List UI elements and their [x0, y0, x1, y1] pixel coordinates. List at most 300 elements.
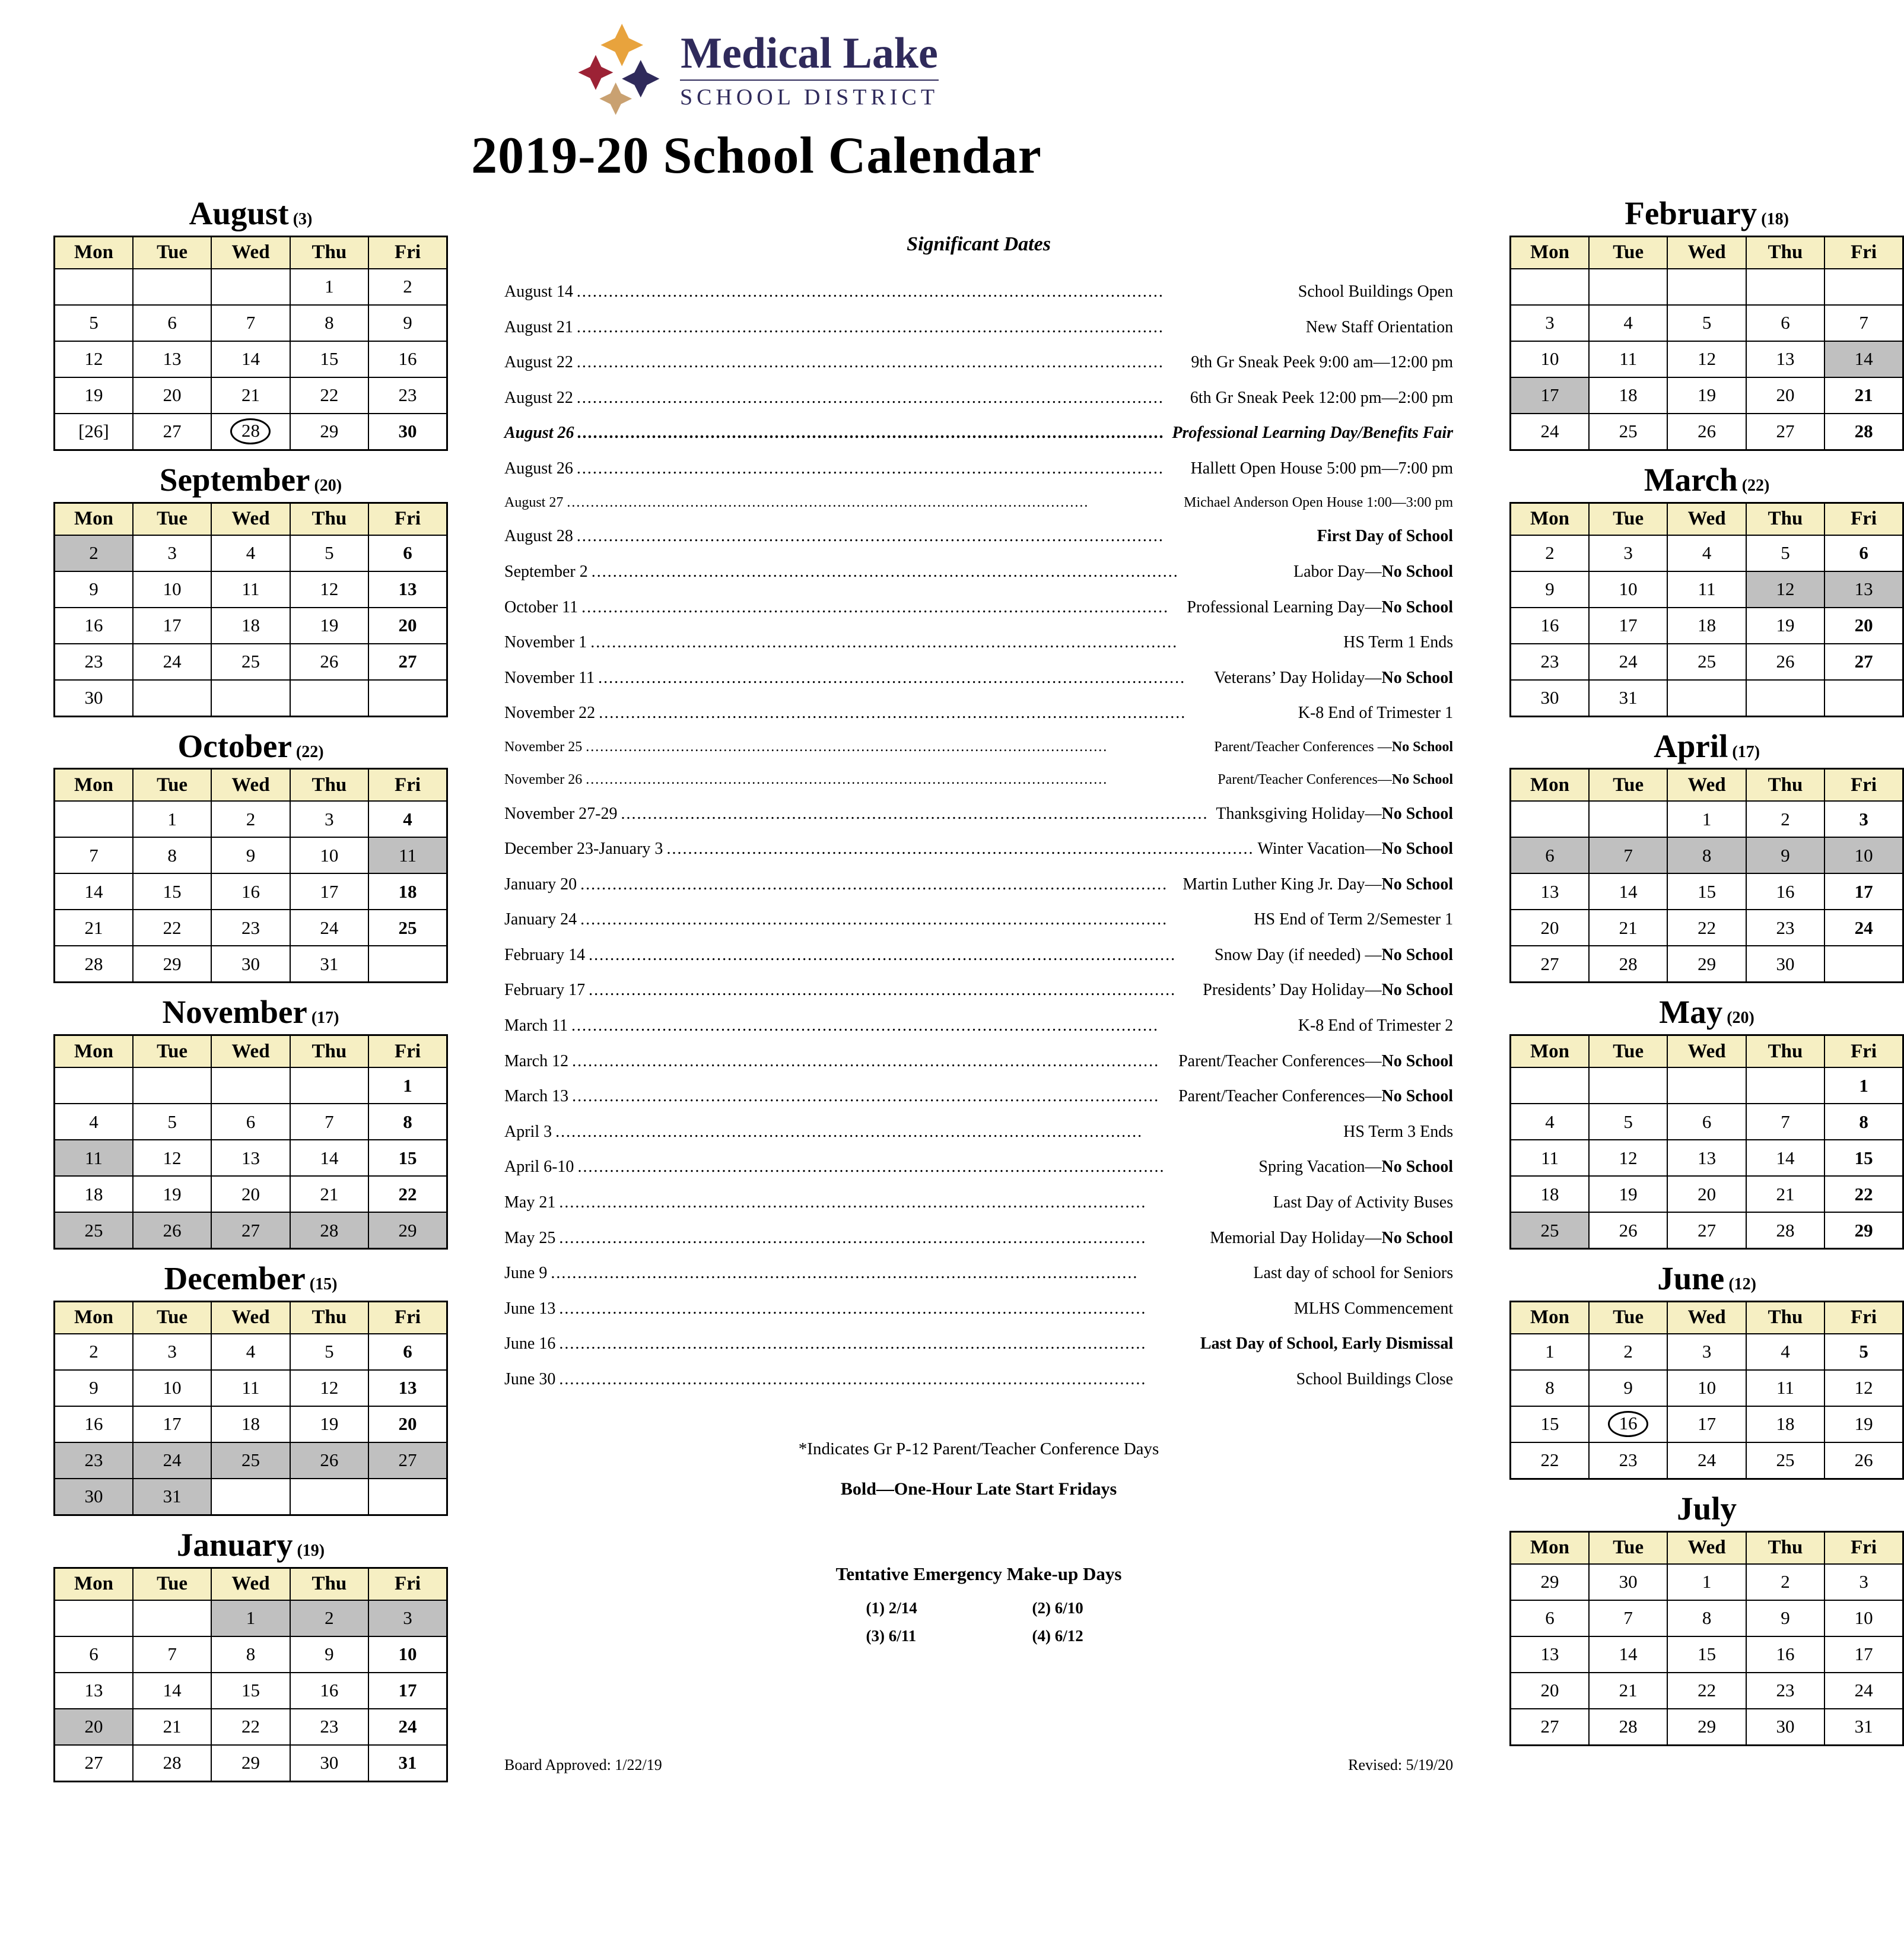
day-cell: 1 — [368, 1067, 447, 1104]
month-title — [53, 1261, 448, 1296]
month-name: June — [1657, 1260, 1725, 1296]
week-row — [55, 873, 447, 910]
day-cell — [290, 1479, 368, 1515]
weekday-header: Mon — [1511, 236, 1589, 269]
week-row — [1511, 341, 1903, 377]
week-row — [1511, 1370, 1903, 1406]
week-row — [1511, 608, 1903, 644]
week-row — [55, 1442, 447, 1479]
day-cell: 18 — [55, 1176, 133, 1212]
dotted-leader — [621, 804, 1213, 824]
day-cell: 17 — [133, 608, 211, 644]
day-cell: 13 — [368, 1370, 447, 1406]
day-cell: 19 — [1589, 1176, 1667, 1212]
dotted-leader — [577, 526, 1314, 546]
week-row — [55, 1406, 447, 1442]
day-cell: 18 — [368, 873, 447, 910]
day-cell: 28 — [1746, 1212, 1824, 1249]
significant-date-label: June 16 — [504, 1334, 556, 1353]
day-cell: 17 — [1824, 873, 1903, 910]
day-cell: 12 — [1667, 341, 1746, 377]
day-cell: 10 — [133, 1370, 211, 1406]
month-title — [53, 196, 448, 231]
significant-date-row — [504, 282, 1453, 302]
day-cell: 5 — [1667, 305, 1746, 341]
day-cell — [1511, 1067, 1589, 1104]
dotted-leader — [577, 459, 1187, 479]
day-cell: 9 — [1511, 571, 1589, 608]
makeup-day-item: (3) 6/11 — [866, 1626, 917, 1645]
day-cell: 29 — [1824, 1212, 1903, 1249]
day-cell — [1511, 269, 1589, 305]
day-cell: 14 — [290, 1140, 368, 1176]
day-cell: 25 — [211, 1442, 290, 1479]
weekday-header: Mon — [55, 503, 133, 535]
month-title — [1509, 729, 1904, 764]
board-approved-text: Board Approved: 1/22/19 — [504, 1756, 662, 1773]
day-cell: 8 — [368, 1104, 447, 1140]
day-cell — [1746, 269, 1824, 305]
dotted-leader — [577, 388, 1187, 408]
day-cell: 30 — [1511, 680, 1589, 717]
dotted-leader — [577, 282, 1295, 302]
weekday-header: Tue — [1589, 1301, 1667, 1334]
day-cell: 13 — [1511, 873, 1589, 910]
weekday-header: Fri — [1824, 503, 1903, 535]
month-grid — [53, 1034, 448, 1250]
day-cell: 27 — [55, 1745, 133, 1782]
day-cell: 5 — [55, 305, 133, 341]
month-name: November — [162, 994, 307, 1031]
day-cell: 30 — [1589, 1564, 1667, 1600]
weekday-header-row — [55, 1301, 447, 1334]
significant-date-row — [504, 1086, 1453, 1107]
day-cell: 20 — [1511, 1673, 1589, 1709]
month-name: September — [159, 461, 310, 498]
revised-text: Revised: 5/19/20 — [1348, 1756, 1454, 1773]
significant-date-label: October 11 — [504, 597, 578, 616]
day-cell: 23 — [290, 1709, 368, 1745]
day-cell: 5 — [1589, 1104, 1667, 1140]
weekday-header: Mon — [55, 236, 133, 269]
significant-date-row — [504, 668, 1453, 688]
month-june — [1509, 1254, 1904, 1480]
week-row — [55, 535, 447, 571]
significant-date-label: March 12 — [504, 1051, 569, 1070]
district-name: Medical Lake — [681, 29, 938, 78]
week-row — [1511, 910, 1903, 946]
week-row — [55, 269, 447, 305]
day-cell: 22 — [1511, 1442, 1589, 1479]
weekday-header-row — [55, 236, 447, 269]
district-logo-icon — [574, 24, 665, 117]
week-row — [1511, 1212, 1903, 1249]
significant-date-desc: K-8 End of Trimester 1 — [1298, 704, 1454, 723]
week-row — [1511, 305, 1903, 341]
significant-date-desc: HS Term 3 Ends — [1343, 1122, 1454, 1141]
day-cell: 3 — [1667, 1334, 1746, 1370]
dotted-leader — [589, 980, 1199, 1000]
day-cell: 28 — [1824, 414, 1903, 450]
week-row — [55, 1176, 447, 1212]
week-row — [1511, 1334, 1903, 1370]
day-cell: 26 — [1746, 644, 1824, 680]
day-cell: 7 — [133, 1636, 211, 1673]
makeup-days-section — [504, 1563, 1453, 1645]
month-title — [1509, 1492, 1904, 1526]
week-row — [55, 1212, 447, 1249]
significant-date-label: November 11 — [504, 668, 595, 687]
significant-date-row — [504, 1051, 1453, 1072]
day-cell — [290, 1067, 368, 1104]
significant-date-label: April 3 — [504, 1122, 552, 1141]
day-cell: 3 — [1589, 535, 1667, 571]
day-cell: 13 — [368, 571, 447, 608]
day-cell: 10 — [133, 571, 211, 608]
weekday-header: Wed — [1667, 1301, 1746, 1334]
week-row — [1511, 680, 1903, 717]
day-cell: 24 — [368, 1709, 447, 1745]
day-cell: 25 — [368, 910, 447, 946]
day-cell: 11 — [1511, 1140, 1589, 1176]
weekday-header: Wed — [211, 1568, 290, 1600]
weekday-header-row — [1511, 503, 1903, 535]
day-cell: 22 — [1667, 1673, 1746, 1709]
significant-date-row — [504, 980, 1453, 1000]
day-cell: 11 — [1667, 571, 1746, 608]
significant-date-row — [504, 910, 1453, 930]
day-cell: 7 — [290, 1104, 368, 1140]
significant-date-label: November 1 — [504, 633, 587, 652]
day-cell: 10 — [290, 837, 368, 873]
week-row — [55, 305, 447, 341]
dotted-leader — [572, 1051, 1175, 1072]
significant-date-row — [504, 632, 1453, 653]
significant-date-row — [504, 317, 1453, 338]
dotted-leader — [586, 771, 1214, 789]
day-cell: 22 — [211, 1709, 290, 1745]
month-grid — [1509, 236, 1904, 451]
day-cell: 20 — [368, 1406, 447, 1442]
day-cell: 2 — [290, 1600, 368, 1636]
week-row — [55, 1745, 447, 1782]
week-row — [55, 571, 447, 608]
day-cell: 18 — [211, 1406, 290, 1442]
day-cell: 2 — [1511, 535, 1589, 571]
significant-date-label: August 21 — [504, 317, 573, 336]
significant-date-row — [504, 804, 1453, 824]
day-cell: 28 — [1589, 1709, 1667, 1746]
day-cell: 31 — [1824, 1709, 1903, 1746]
significant-date-desc: First Day of School — [1317, 527, 1454, 546]
day-cell: 19 — [1824, 1406, 1903, 1442]
day-cell: 9 — [211, 837, 290, 873]
day-cell: 16 — [290, 1673, 368, 1709]
significant-date-desc: School Buildings Open — [1298, 282, 1454, 301]
week-row — [1511, 1564, 1903, 1600]
day-cell: 29 — [1511, 1564, 1589, 1600]
dotted-leader — [559, 1228, 1206, 1248]
district-logo-text — [680, 31, 939, 110]
day-cell: 20 — [133, 377, 211, 414]
dotted-leader — [577, 317, 1302, 338]
significant-date-desc: 9th Gr Sneak Peek 9:00 am—12:00 pm — [1191, 353, 1454, 372]
calendar-column-right — [1509, 189, 1904, 1751]
day-cell: 20 — [368, 608, 447, 644]
month-grid — [1509, 1301, 1904, 1480]
day-cell: 14 — [133, 1673, 211, 1709]
month-name: May — [1659, 994, 1723, 1031]
week-row — [55, 837, 447, 873]
day-cell: 24 — [290, 910, 368, 946]
day-cell: 4 — [1511, 1104, 1589, 1140]
significant-date-desc: Memorial Day Holiday—No School — [1210, 1228, 1454, 1247]
day-cell: 15 — [1511, 1406, 1589, 1442]
month-title — [53, 463, 448, 497]
day-cell — [1667, 680, 1746, 717]
dotted-leader — [571, 1016, 1295, 1036]
weekday-header: Mon — [1511, 503, 1589, 535]
day-cell — [55, 269, 133, 305]
day-cell: 20 — [1667, 1176, 1746, 1212]
month-day-count: (20) — [310, 476, 342, 495]
day-cell: 17 — [1589, 608, 1667, 644]
week-row — [1511, 1600, 1903, 1636]
day-cell: 16 — [1511, 608, 1589, 644]
day-cell: 2 — [1746, 801, 1824, 837]
month-name: August — [189, 195, 289, 231]
weekday-header: Thu — [1746, 236, 1824, 269]
day-cell — [133, 1600, 211, 1636]
significant-date-desc: Martin Luther King Jr. Day—No School — [1183, 875, 1454, 894]
day-cell — [1824, 269, 1903, 305]
month-name: December — [164, 1260, 306, 1296]
day-cell: 25 — [1746, 1442, 1824, 1479]
day-cell: 21 — [1824, 377, 1903, 414]
day-cell: 10 — [1824, 837, 1903, 873]
day-cell: 10 — [368, 1636, 447, 1673]
day-cell: 15 — [1667, 1636, 1746, 1673]
weekday-header: Fri — [368, 769, 447, 802]
dotted-leader — [555, 1122, 1340, 1142]
day-cell: 30 — [211, 946, 290, 983]
weekday-header: Wed — [1667, 769, 1746, 802]
significant-date-desc: Parent/Teacher Conferences —No School — [1214, 739, 1454, 755]
day-cell: 6 — [1824, 535, 1903, 571]
day-cell: 7 — [1589, 1600, 1667, 1636]
week-row — [1511, 1176, 1903, 1212]
day-cell: 29 — [290, 414, 368, 450]
weekday-header: Thu — [290, 1568, 368, 1600]
day-cell: 21 — [133, 1709, 211, 1745]
day-cell: 3 — [1824, 1564, 1903, 1600]
day-cell: 28 — [133, 1745, 211, 1782]
day-cell: 9 — [55, 1370, 133, 1406]
significant-date-row — [504, 459, 1453, 479]
significant-date-label: August 26 — [504, 459, 573, 478]
day-cell: 22 — [290, 377, 368, 414]
significant-date-desc: Thanksgiving Holiday—No School — [1216, 804, 1454, 823]
weekday-header: Thu — [1746, 769, 1824, 802]
day-cell: 17 — [1667, 1406, 1746, 1442]
day-cell: 16 — [211, 873, 290, 910]
day-cell: 24 — [1667, 1442, 1746, 1479]
weekday-header: Mon — [55, 1568, 133, 1600]
dotted-leader — [580, 910, 1250, 930]
significant-date-desc: Presidents’ Day Holiday—No School — [1203, 981, 1454, 1000]
significant-date-desc: New Staff Orientation — [1305, 317, 1454, 336]
day-cell: 15 — [290, 341, 368, 377]
weekday-header: Thu — [1746, 1301, 1824, 1334]
day-cell: 21 — [1589, 1673, 1667, 1709]
day-cell: 30 — [1746, 1709, 1824, 1746]
day-cell: 7 — [211, 305, 290, 341]
day-cell: 20 — [55, 1709, 133, 1745]
day-cell: 21 — [290, 1176, 368, 1212]
significant-date-label: February 14 — [504, 945, 586, 964]
significant-date-label: August 22 — [504, 388, 573, 407]
day-cell: 16 — [1746, 1636, 1824, 1673]
day-cell: 4 — [1667, 535, 1746, 571]
day-cell: 9 — [1589, 1370, 1667, 1406]
makeup-day-item: (1) 2/14 — [866, 1598, 917, 1617]
day-cell: 28 — [290, 1212, 368, 1249]
day-cell — [1667, 269, 1746, 305]
significant-date-desc: School Buildings Close — [1296, 1370, 1454, 1389]
day-cell: 18 — [1746, 1406, 1824, 1442]
month-grid — [53, 768, 448, 983]
day-cell: 29 — [368, 1212, 447, 1249]
month-grid — [1509, 768, 1904, 983]
weekday-header-row — [55, 769, 447, 802]
day-cell: 11 — [55, 1140, 133, 1176]
significant-date-row — [504, 388, 1453, 408]
month-name: February — [1625, 195, 1757, 231]
week-row — [55, 1334, 447, 1370]
weekday-header: Wed — [1667, 1531, 1746, 1564]
day-cell: 12 — [55, 341, 133, 377]
significant-date-label: June 9 — [504, 1264, 548, 1283]
significant-date-label: August 28 — [504, 527, 573, 546]
circled-day: 16 — [1608, 1411, 1648, 1437]
day-cell: 4 — [1746, 1334, 1824, 1370]
weekday-header: Thu — [290, 503, 368, 535]
day-cell: 14 — [1589, 873, 1667, 910]
conference-note: *Indicates Gr P-12 Parent/Teacher Conference Days — [798, 1439, 1159, 1458]
day-cell: 4 — [55, 1104, 133, 1140]
week-row — [1511, 644, 1903, 680]
day-cell — [133, 680, 211, 717]
dotted-leader — [551, 1263, 1250, 1283]
day-cell: 19 — [1746, 608, 1824, 644]
month-name: March — [1644, 461, 1738, 498]
day-cell: 15 — [1667, 873, 1746, 910]
day-cell — [1746, 680, 1824, 717]
weekday-header: Fri — [1824, 769, 1903, 802]
day-cell: 8 — [1667, 837, 1746, 873]
day-cell: 7 — [1589, 837, 1667, 873]
day-cell: [26] — [55, 414, 133, 450]
month-day-count: (22) — [1737, 476, 1770, 495]
weekday-header: Mon — [55, 769, 133, 802]
day-cell: 13 — [55, 1673, 133, 1709]
significant-date-row — [504, 1228, 1453, 1248]
significant-date-label: January 20 — [504, 875, 577, 894]
day-cell: 26 — [290, 1442, 368, 1479]
week-row — [55, 1067, 447, 1104]
day-cell: 27 — [368, 644, 447, 680]
week-row — [1511, 801, 1903, 837]
day-cell — [55, 1600, 133, 1636]
weekday-header: Fri — [1824, 236, 1903, 269]
week-row — [55, 414, 447, 450]
day-cell: 1 — [211, 1600, 290, 1636]
week-row — [1511, 414, 1903, 450]
month-july — [1509, 1485, 1904, 1746]
day-cell: 2 — [211, 801, 290, 837]
day-cell: 5 — [290, 535, 368, 571]
day-cell: 29 — [1667, 1709, 1746, 1746]
weekday-header: Mon — [55, 1301, 133, 1334]
day-cell — [368, 680, 447, 717]
week-row — [1511, 1067, 1903, 1104]
day-cell: 27 — [133, 414, 211, 450]
dotted-leader — [592, 562, 1290, 582]
day-cell: 8 — [1511, 1370, 1589, 1406]
significant-date-desc: Last day of school for Seniors — [1253, 1264, 1454, 1283]
day-cell: 23 — [55, 644, 133, 680]
significant-date-label: April 6-10 — [504, 1158, 574, 1177]
day-cell: 12 — [290, 571, 368, 608]
week-row — [55, 608, 447, 644]
week-row — [1511, 1709, 1903, 1746]
month-may — [1509, 988, 1904, 1250]
significant-date-label: August 27 — [504, 494, 564, 510]
significant-date-desc: Parent/Teacher Conferences—No School — [1178, 1051, 1454, 1070]
month-name: January — [176, 1526, 293, 1563]
makeup-day-item: (2) 6/10 — [1032, 1598, 1083, 1617]
day-cell: 6 — [368, 1334, 447, 1370]
day-cell: 16 — [368, 341, 447, 377]
weekday-header: Tue — [1589, 236, 1667, 269]
month-day-count: (17) — [1728, 742, 1760, 761]
weekday-header-row — [55, 503, 447, 535]
dotted-leader — [581, 597, 1183, 618]
day-cell: 29 — [1667, 946, 1746, 983]
significant-date-desc: Last Day of School, Early Dismissal — [1200, 1334, 1454, 1353]
day-cell: 3 — [368, 1600, 447, 1636]
weekday-header: Thu — [290, 236, 368, 269]
day-cell: 24 — [1824, 910, 1903, 946]
day-cell — [368, 1479, 447, 1515]
day-cell: 26 — [1589, 1212, 1667, 1249]
significant-dates-list — [504, 282, 1453, 1405]
week-row — [1511, 535, 1903, 571]
day-cell — [211, 680, 290, 717]
day-cell: 8 — [1824, 1104, 1903, 1140]
day-cell — [290, 680, 368, 717]
day-cell: 17 — [1824, 1636, 1903, 1673]
day-cell: 24 — [1589, 644, 1667, 680]
significant-date-label: November 25 — [504, 739, 583, 755]
month-january — [53, 1521, 448, 1782]
day-cell: 13 — [1824, 571, 1903, 608]
month-grid — [1509, 502, 1904, 717]
dotted-leader — [572, 1086, 1175, 1107]
significant-date-row — [504, 494, 1453, 511]
week-row — [55, 680, 447, 717]
day-cell: 31 — [133, 1479, 211, 1515]
